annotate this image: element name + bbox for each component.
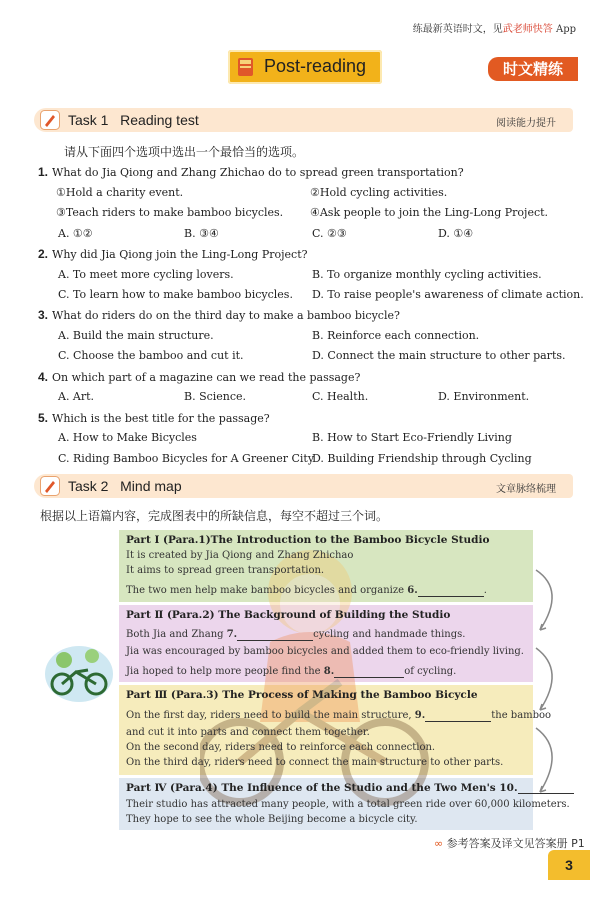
part-4-heading: Part Ⅳ (Para.4) The Influence of the Studio and the Two Men's 10.: [126, 782, 574, 794]
question-4: 4. On which part of a magazine can we read the passage?: [38, 370, 361, 384]
link-icon: ∞: [434, 837, 444, 850]
task1-title: Task 1 Reading test: [68, 112, 199, 128]
header-note: 练最新英语时文，见武老师快答 App: [412, 24, 576, 35]
task2-subtitle: 文章脉络梳理: [496, 484, 556, 495]
q2-option-c[interactable]: C. To learn how to make bamboo bicycles.: [58, 288, 293, 301]
q1-option-d[interactable]: D. ①④: [438, 227, 474, 240]
statement-3: ③Teach riders to make bamboo bicycles.: [56, 206, 284, 219]
q2-option-d[interactable]: D. To raise people's awareness of climate action.: [312, 288, 584, 301]
blank-7[interactable]: [237, 640, 313, 641]
part-3-line-3: On the third day, riders need to connect the main structure to other parts.: [126, 757, 504, 768]
book-icon: [236, 55, 256, 79]
q3-option-c[interactable]: C. Choose the bamboo and cut it.: [58, 349, 244, 362]
q1-option-b[interactable]: B. ③④: [184, 227, 219, 240]
q2-option-a[interactable]: A. To meet more cycling lovers.: [58, 268, 234, 281]
part-1-line-1: It is created by Jia Qiong and Zhang Zhichao: [126, 550, 354, 561]
pencil-icon: [40, 476, 60, 496]
pencil-icon: [40, 110, 60, 130]
statement-2: ②Hold cycling activities.: [310, 186, 448, 199]
q4-option-c[interactable]: C. Health.: [312, 390, 369, 403]
q4-option-d[interactable]: D. Environment.: [438, 390, 530, 403]
page-number: 3: [548, 850, 590, 880]
q5-option-a[interactable]: A. How to Make Bicycles: [58, 431, 197, 444]
statement-1: ①Hold a charity event.: [56, 186, 184, 199]
question-2: 2. Why did Jia Qiong join the Ling-Long Project?: [38, 247, 308, 261]
part-2-heading: Part Ⅱ (Para.2) The Background of Building the Studio: [126, 609, 451, 621]
task2-instruction: 根据以上语篇内容，完成图表中的所缺信息，每空不超过三个词。: [40, 509, 389, 523]
q3-option-d[interactable]: D. Connect the main structure to other parts.: [312, 349, 566, 362]
part-2-blank-line-1: Both Jia and Zhang 7. cycling and handmade things.: [126, 629, 466, 640]
task1-subtitle: 阅读能力提升: [496, 118, 556, 129]
part-1-blank-line: The two men help make bamboo bicycles and organize 6. .: [126, 585, 487, 596]
question-3: 3. What do riders do on the third day to make a bamboo bicycle?: [38, 308, 400, 322]
part-1-heading: Part Ⅰ (Para.1)The Introduction to the Bamboo Bicycle Studio: [126, 534, 490, 546]
task2-title: Task 2 Mind map: [68, 478, 182, 494]
q3-option-b[interactable]: B. Reinforce each connection.: [312, 329, 480, 342]
connector-arrows: [530, 560, 570, 810]
part-2-line-1: Jia was encouraged by bamboo bicycles and added them to eco-friendly living.: [126, 646, 524, 657]
q5-option-b[interactable]: B. How to Start Eco-Friendly Living: [312, 431, 512, 444]
blank-6[interactable]: [418, 596, 484, 597]
part-3-heading: Part Ⅲ (Para.3) The Process of Making the Bamboo Bicycle: [126, 689, 478, 701]
q2-option-b[interactable]: B. To organize monthly cycling activities.: [312, 268, 542, 281]
part-2-blank-line-2: Jia hoped to help more people find the 8. of cycling.: [126, 666, 457, 677]
question-5: 5. Which is the best title for the passage?: [38, 411, 270, 425]
q3-option-a[interactable]: A. Build the main structure.: [58, 329, 214, 342]
part-4-line-1: Their studio has attracted many people, with a total green ride over 60,000 kilometers.: [126, 799, 570, 810]
section-tag: 时文精练: [488, 57, 578, 81]
q4-option-a[interactable]: A. Art.: [58, 390, 95, 403]
q1-option-a[interactable]: A. ①②: [58, 227, 93, 240]
part-3-blank-line: On the first day, riders need to build the main structure, 9. the bamboo: [126, 710, 552, 721]
task1-instruction: 请从下面四个选项中选出一个最恰当的选项。: [64, 145, 305, 159]
part-3-line-1: and cut it into parts and connect them together.: [126, 727, 370, 738]
q5-option-d[interactable]: D. Building Friendship through Cycling: [312, 452, 532, 465]
q1-option-c[interactable]: C. ②③: [312, 227, 347, 240]
part-3-line-2: On the second day, riders need to reinforce each connection.: [126, 742, 436, 753]
bicycle-illustration: [42, 640, 116, 704]
blank-9[interactable]: [425, 721, 491, 722]
part-4-line-2: They hope to see the whole Beijing become a bicycle city.: [126, 814, 418, 825]
part-1-line-2: It aims to spread green transportation.: [126, 565, 325, 576]
q5-option-c[interactable]: C. Riding Bamboo Bicycles for A Greener City: [58, 452, 315, 465]
statement-4: ④Ask people to join the Ling-Long Project.: [310, 206, 549, 219]
question-1: 1. What do Jia Qiong and Zhang Zhichao do to spread green transportation?: [38, 165, 464, 179]
blank-8[interactable]: [334, 677, 404, 678]
q4-option-b[interactable]: B. Science.: [184, 390, 247, 403]
banner-title: Post-reading: [264, 56, 367, 76]
answer-note: ∞ 参考答案及译文见答案册 P1: [434, 837, 585, 850]
